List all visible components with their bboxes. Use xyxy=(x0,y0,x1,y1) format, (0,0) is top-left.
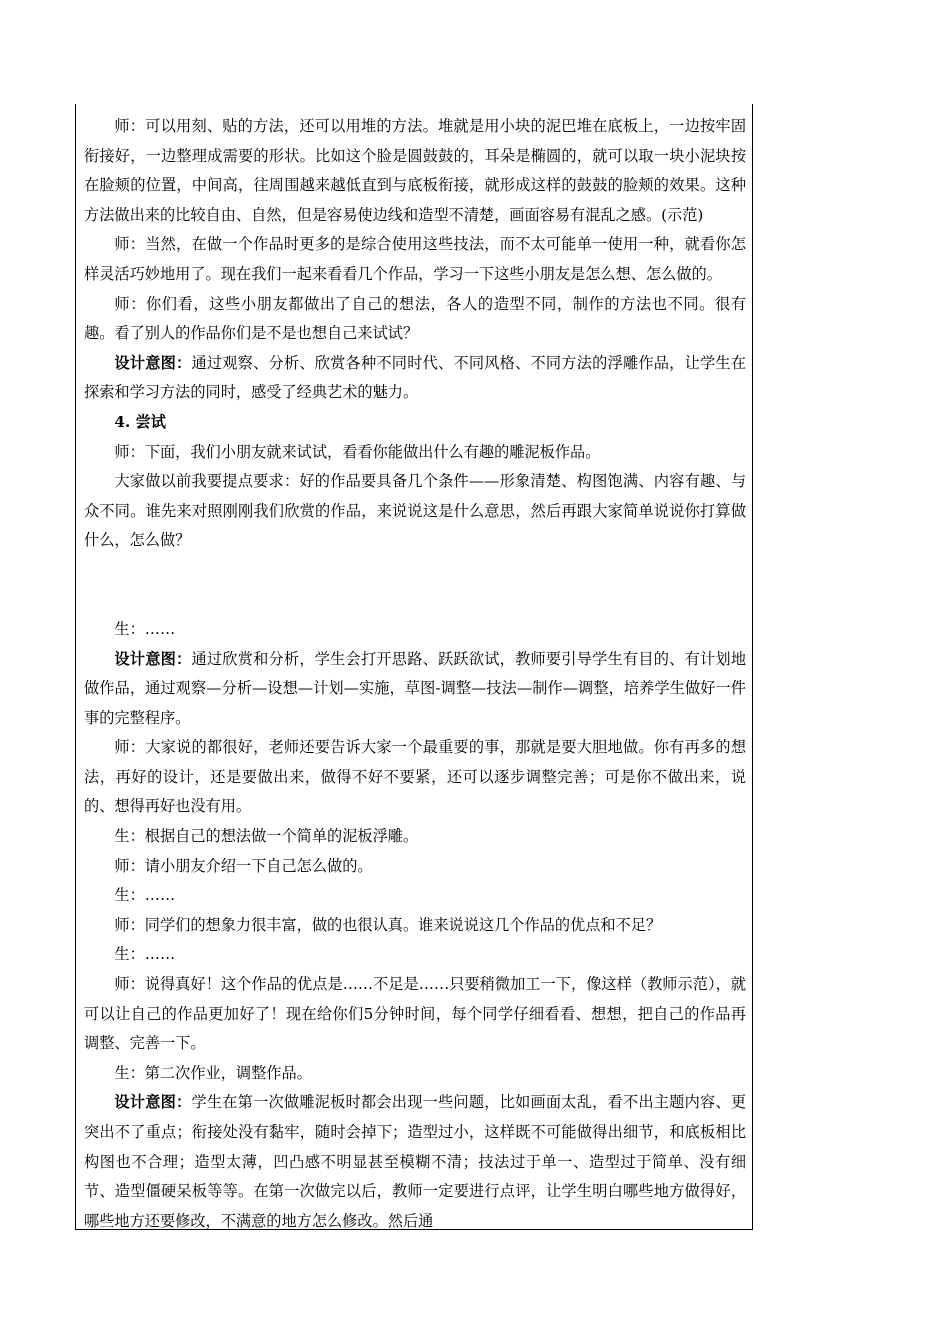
design-intent-paragraph: 设计意图：学生在第一次做雕泥板时都会出现一些问题，比如画面太乱，看不出主题内容、更突出不了重点；衔接处没有黏牢，随时会掉下；造型过小，这样既不可能做得出细节，和底板相比构图也不合理；造型太薄，凹凸感不明显甚至模糊不清；技法过于单一、造型过于简单、没有细节、造型僵硬呆板等等。在第一次做完以后，教师一定要进行点评，让学生明白哪些地方做得好，哪些地方还要修改，不满意的地方怎么修改。然后通 xyxy=(84,1093,747,1230)
design-intent-paragraph: 设计意图：通过观察、分析、欣赏各种不同时代、不同风格、不同方法的浮雕作品，让学生在探索和学习方法的同时，感受了经典艺术的魅力。 xyxy=(84,353,747,402)
paragraph: 师：当然，在做一个作品时更多的是综合使用这些技法，而不太可能单一使用一种，就看你怎样灵活巧妙地用了。现在我们一起来看看几个作品，学习一下这些小朋友是怎么想、怎么做的。 xyxy=(84,235,746,283)
design-intent-label: 设计意图： xyxy=(114,1093,192,1112)
design-intent-paragraph: 设计意图：通过欣赏和分析，学生会打开思路、跃跃欲试，教师要引导学生有目的、有计划地做作品，通过观察—分析—设想—计划—实施，草图-调整—技法—制作—调整，培养学生做好一件事的完整程序。 xyxy=(84,649,747,727)
paragraph: 大家做以前我要提点要求：好的作品要具备几个条件——形象清楚、构图饱满、内容有趣、与众不同。谁先来对照刚刚我们欣赏的作品，来说说这是什么意思，然后再跟大家简单说说你打算做什么，怎么做？ xyxy=(84,472,746,550)
paragraph: 师：可以用刻、贴的方法，还可以用堆的方法。堆就是用小块的泥巴堆在底板上，一边按牢固衔接好，一边整理成需要的形状。比如这个脸是圆鼓鼓的，耳朵是椭圆的，就可以取一块小泥块按在脸颊的位置，中间高，往周围越来越低直到与底板衔接，就形成这样的鼓鼓的脸颊的效果。这种方法做出来的比较自由、自然，但是容易使边线和造型不清楚，画面容易有混乱之感。(示范) xyxy=(84,117,746,224)
paragraph: 生：第二次作业，调整作品。 xyxy=(114,1063,312,1082)
lesson-text xyxy=(84,112,746,1236)
paragraph: 生：根据自己的想法做一个简单的泥板浮雕。 xyxy=(114,827,419,846)
paragraph: 师：同学们的想象力很丰富，做的也很认真。谁来说说这几个作品的优点和不足？ xyxy=(114,915,662,934)
paragraph: 师：请小朋友介绍一下自己怎么做的。 xyxy=(114,856,373,875)
paragraph: 生：…… xyxy=(114,886,176,905)
paragraph: 生：…… xyxy=(114,619,176,638)
paragraph: 师：下面，我们小朋友就来试试，看看你能做出什么有趣的雕泥板作品。 xyxy=(114,442,601,461)
paragraph: 师：说得真好！这个作品的优点是……不足是……只要稍微加工一下，像这样（教师示范），就可以让自己的作品更加好了！现在给你们5分钟时间，每个同学仔细看看、想想，把自己的作品再调整、完善一下。 xyxy=(84,975,746,1053)
section-heading: 4. 尝试 xyxy=(114,412,166,431)
paragraph: 师：你们看，这些小朋友都做出了自己的想法，各人的造型不同，制作的方法也不同。很有趣。看了别人的作品你们是不是也想自己来试试？ xyxy=(84,294,746,343)
paragraph: 师：大家说的都很好，老师还要告诉大家一个最重要的事，那就是要大胆地做。你有再多的想法，再好的设计，还是要做出来，做得不好不要紧，还可以逐步调整完善；可是你不做出来，说的、想得再好也没有用。 xyxy=(84,738,746,816)
paragraph: 生：…… xyxy=(114,945,176,964)
blank-space xyxy=(84,556,746,615)
design-intent-label: 设计意图： xyxy=(114,649,192,668)
design-intent-label: 设计意图： xyxy=(114,353,192,372)
